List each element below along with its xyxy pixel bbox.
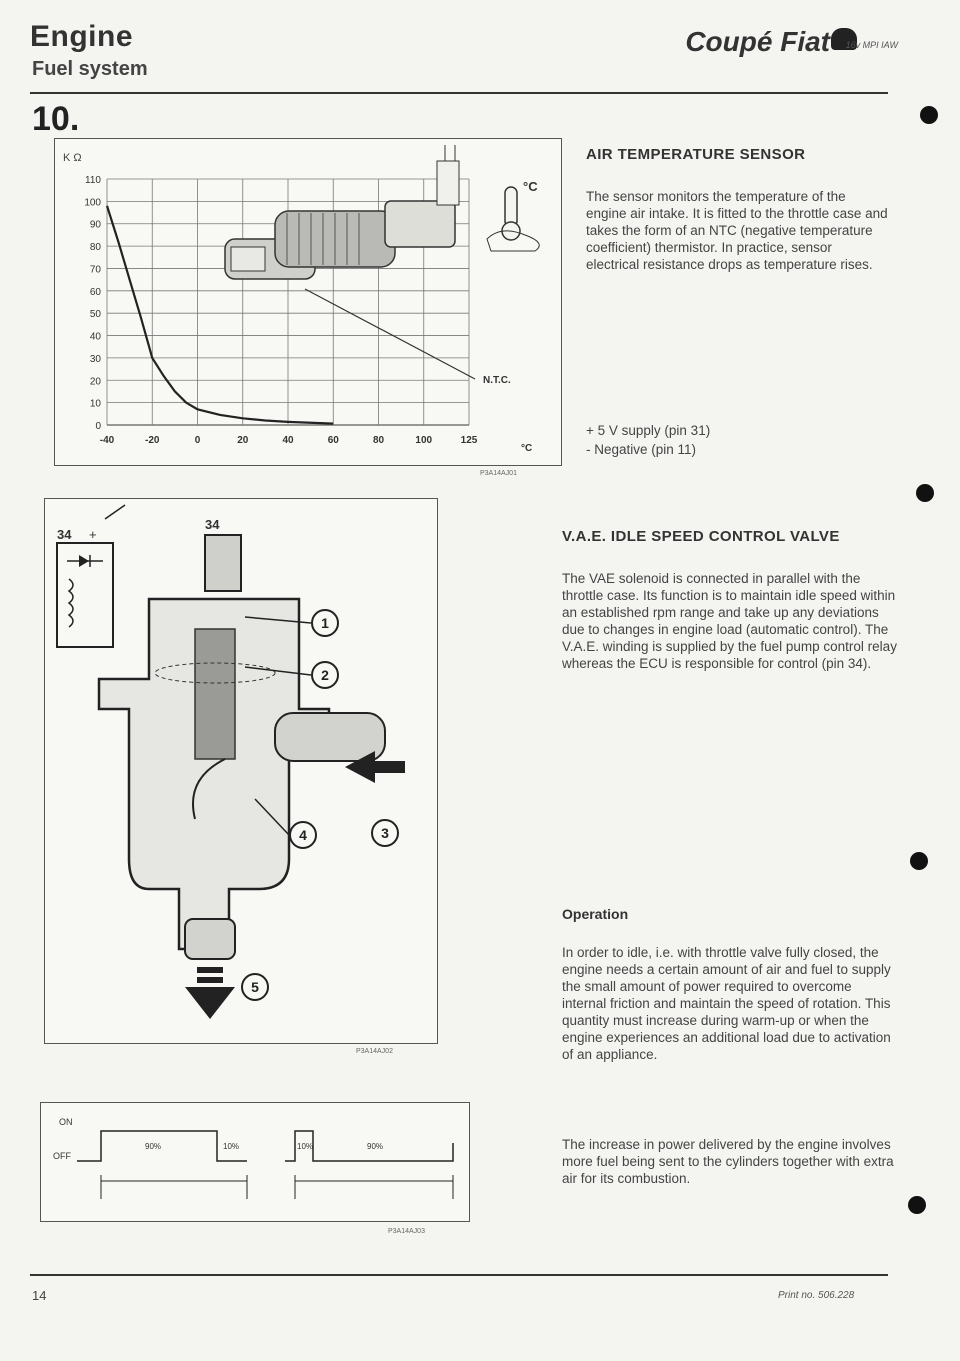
- air-sensor-body: The sensor monitors the temperature of the engine air intake. It is fitted to the throttle case and takes the form of an NTC (negative temperature coefficient) thermistor. In practice, sensor electrical resistance drops as temperature rises.: [586, 189, 888, 272]
- operation-body: In order to idle, i.e. with throttle valve fully closed, the engine needs a certain amount of air and fuel to supply the small amount of power required to overcome internal friction and maintain the speed of rotation. This quantity must increase during warm-up or when the engine experiences an additional load due to activation of an appliance.: [562, 945, 891, 1062]
- page-section-number: 10.: [32, 100, 80, 138]
- y-tick-label: 40: [89, 331, 101, 343]
- air-temp-sensor-drawing: [225, 145, 475, 379]
- chart-x-ticks: [100, 435, 478, 446]
- increase-body: The increase in power delivered by the engine involves more fuel being sent to the cylinders together with extra air for its combustion.: [562, 1137, 894, 1186]
- ntc-chart-panel: [54, 138, 562, 466]
- y-tick-label: 70: [89, 264, 101, 276]
- binder-hole-icon: [908, 1196, 926, 1214]
- chart-figure-code: P3A14AJ01: [480, 470, 517, 477]
- y-tick-label: 30: [89, 353, 101, 365]
- thermometer-icon: [487, 187, 539, 251]
- supply-pin-text: + 5 V supply (pin 31): [586, 423, 711, 438]
- operation-heading: Operation: [562, 906, 629, 922]
- brand-subtitle: 16v MPI IAW: [845, 40, 898, 50]
- sensor-symbol-label: °C: [523, 179, 538, 194]
- callout-number: 1: [321, 615, 329, 631]
- air-sensor-heading: AIR TEMPERATURE SENSOR: [586, 146, 806, 163]
- y-tick-label: 100: [84, 197, 101, 209]
- y-tick-label: 50: [89, 309, 101, 321]
- binder-hole-icon: [910, 852, 928, 870]
- callout-number: 4: [299, 827, 307, 843]
- sensor-pin: [437, 161, 459, 205]
- negative-pin-text: - Negative (pin 11): [586, 442, 697, 457]
- pulse-on-label: ON: [59, 1117, 73, 1127]
- y-tick-label: 60: [89, 286, 101, 298]
- brand-name: Coupé Fiat: [685, 26, 830, 57]
- plus-label: +: [89, 527, 97, 542]
- brand-title: [685, 26, 830, 58]
- sensor-thread-icon: [275, 211, 395, 267]
- chart-y-ticks: [84, 175, 101, 432]
- x-tick-label: 60: [327, 435, 339, 446]
- callout-number: 2: [321, 667, 329, 683]
- x-tick-label: 100: [415, 435, 433, 446]
- y-tick-label: 10: [89, 398, 101, 410]
- print-number: Print no. 506.228: [778, 1290, 855, 1301]
- header-rule: [30, 92, 888, 94]
- down-flow-arrow-icon: [185, 967, 235, 1019]
- waveform-a-low: 10%: [223, 1142, 240, 1151]
- x-tick-label: 20: [237, 435, 249, 446]
- x-tick-label: 0: [194, 435, 201, 446]
- inset-leader: [105, 505, 125, 519]
- pwm-pulse-diagram: [40, 1102, 470, 1222]
- ntc-resistance-chart: [55, 139, 561, 465]
- pwm-waveform: [41, 1103, 469, 1221]
- y-tick-label: 90: [89, 219, 101, 231]
- subsection-title: Fuel system: [32, 58, 148, 80]
- footer-rule: [30, 1274, 888, 1276]
- x-tick-label: 125: [460, 435, 478, 446]
- vae-body: The VAE solenoid is connected in parallel with the throttle case. Its function is to maintain idle speed within an established rpm range and take up any deviations due to changes in engine load (automatic control). The V.A.E. winding is supplied by the fuel pump control relay whereas the ECU is responsible for control (pin 34).: [562, 571, 897, 671]
- callout-number: 3: [381, 825, 389, 841]
- pin-34-label-top: 34: [205, 517, 220, 532]
- chart-ylabel: K Ω: [63, 152, 82, 164]
- y-tick-label: 20: [89, 376, 101, 388]
- valve-bottom-outlet: [185, 919, 235, 959]
- y-tick-label: 80: [89, 242, 101, 254]
- y-tick-label: 0: [95, 421, 101, 432]
- valve-side-outlet: [275, 713, 385, 761]
- pulse-figure-code: P3A14AJ03: [388, 1228, 425, 1235]
- sensor-hex-head: [385, 201, 455, 247]
- chart-xlabel: °C: [521, 443, 533, 454]
- section-title: Engine: [30, 20, 134, 53]
- ntc-annotation: N.T.C.: [483, 375, 511, 386]
- page-number: 14: [32, 1288, 47, 1303]
- ntc-leader-line: [305, 289, 475, 379]
- x-tick-label: -40: [99, 435, 115, 446]
- vae-valve-drawing: [45, 499, 437, 1043]
- waveform-a: [77, 1131, 247, 1161]
- waveform-a-high: 90%: [145, 1142, 162, 1151]
- binder-hole-icon: [920, 106, 938, 124]
- circuit-inset-box: [57, 543, 113, 647]
- pulse-off-label: OFF: [53, 1151, 71, 1161]
- vae-heading: V.A.E. IDLE SPEED CONTROL VALVE: [562, 528, 840, 545]
- vae-valve-figure: [44, 498, 438, 1044]
- valve-connector: [205, 535, 241, 591]
- x-tick-label: 80: [372, 435, 385, 446]
- x-tick-label: -20: [145, 435, 160, 446]
- waveform-b-low: 90%: [367, 1142, 384, 1151]
- x-tick-label: 40: [282, 435, 294, 446]
- waveform-b-high: 10%: [297, 1142, 314, 1151]
- binder-hole-icon: [916, 484, 934, 502]
- valve-figure-code: P3A14AJ02: [356, 1048, 393, 1055]
- callout-number: 5: [251, 979, 259, 995]
- sensor-connector-socket: [231, 247, 265, 271]
- y-tick-label: 110: [85, 175, 101, 186]
- pin-34-label-left: 34: [57, 527, 72, 542]
- solenoid-core: [195, 629, 235, 759]
